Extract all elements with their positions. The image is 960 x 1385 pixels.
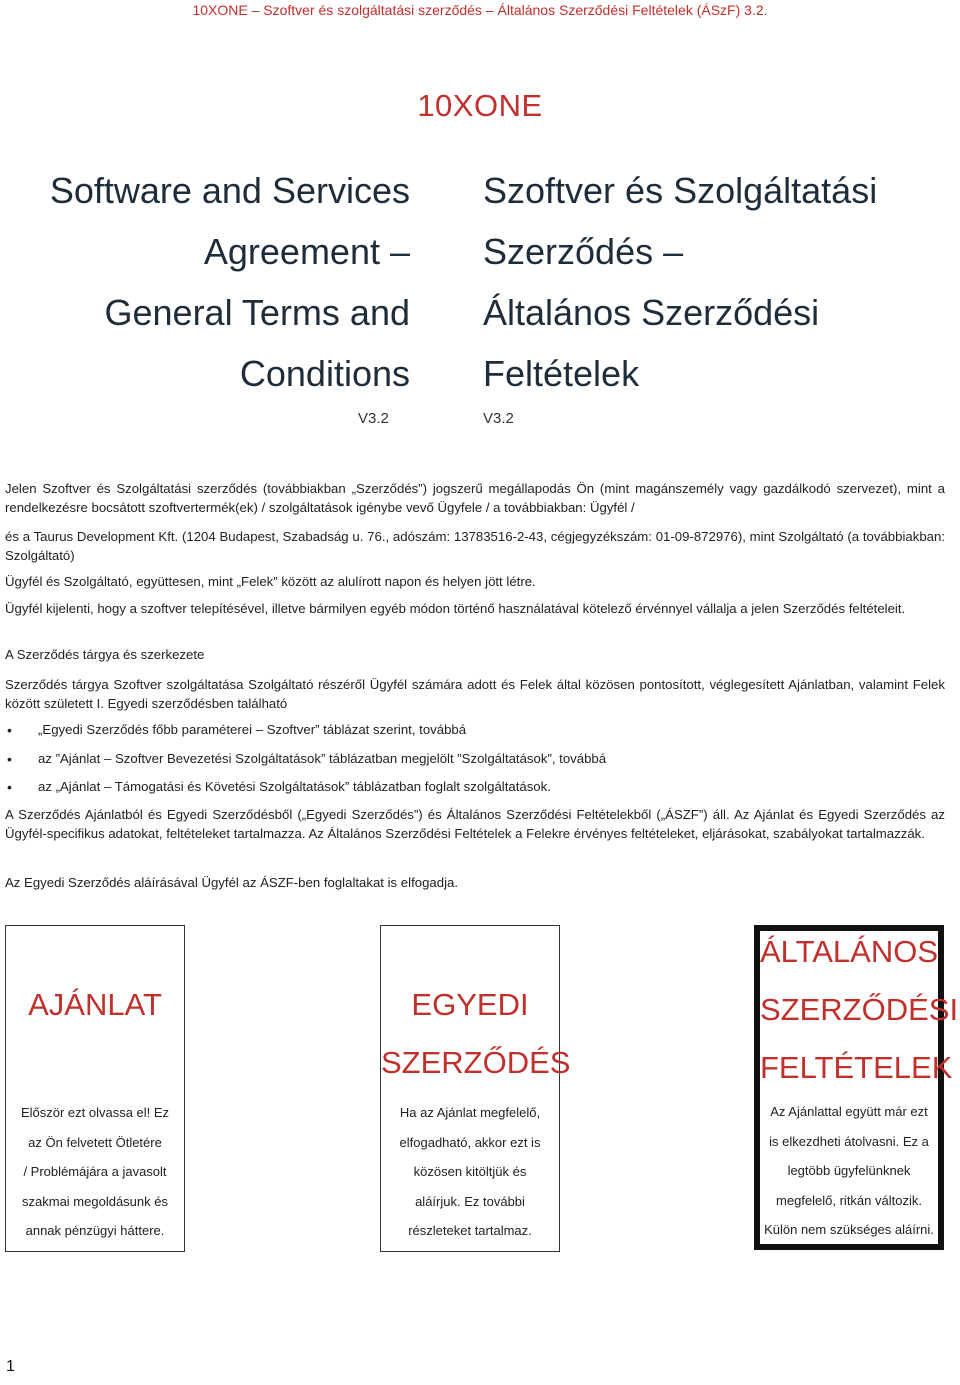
box-general-terms-line: Külön nem szükséges aláírni. (764, 1222, 934, 1237)
intro-paragraph-parties: Jelen Szoftver és Szolgáltatási szerződés (továbbiakban „Szerződés”) jogszerű megállapodás Ön (mint magánszemély vagy gazdálkodó szervezet), mint a rendelkezésre bocsátott szoftvertermék(ek) / szolgáltatások igénybe vevő Ügyfele / a továbbiakban: Ügyfél / (5, 481, 945, 515)
title-english-line: Agreement – (203, 231, 410, 272)
title-english (10, 160, 410, 404)
box-general-terms-title-line: SZERZŐDÉSI (760, 992, 959, 1027)
intro-paragraph-provider: és a Taurus Development Kft. (1204 Budapest, Szabadság u. 76., adószám: 13783516-2-43, cégjegyzékszám: 01-09-872976), mint Szolgáltató (a továbbiakban: Szolgáltató) (5, 529, 945, 563)
acceptance-paragraph: Az Egyedi Szerződés aláírásával Ügyfél az ÁSZF-ben foglaltakat is elfogadja. (5, 875, 459, 890)
title-english-line: Conditions (239, 353, 410, 394)
title-hungarian-line: Szoftver és Szolgáltatási (483, 170, 878, 211)
box-offer (5, 925, 185, 1252)
list-item (5, 777, 945, 806)
version-english: V3.2 (358, 410, 389, 427)
title-hungarian-line: Feltételek (483, 353, 640, 394)
box-general-terms-description (760, 1097, 938, 1245)
title-hungarian-line: Szerződés – (483, 231, 684, 272)
running-header: 10XONE – Szoftver és szolgáltatási szerződés – Általános Szerződési Feltételek (ÁSzF) 3.2. (192, 2, 768, 18)
box-individual-contract-title-line: EGYEDI (411, 987, 529, 1022)
box-general-terms-line: megfelelő, ritkán változik. (776, 1192, 922, 1208)
box-individual-contract-title-line: SZERZŐDÉS (381, 1045, 571, 1080)
box-general-terms-title-line: ÁLTALÁNOS (760, 934, 939, 969)
box-offer-line: annak pénzügyi háttere. (25, 1223, 165, 1238)
box-offer-line: az Ön felvetett Ötletére (28, 1134, 162, 1150)
box-offer-line: szakmai megoldásunk és (22, 1193, 168, 1209)
subject-paragraph: Szerződés tárgya Szoftver szolgáltatása Szolgáltató részéről Ügyfél számára adott és Felek által közösen pontosított, véglegesített Ajánlatban, valamint Felek között született I. Egyedi szerződésben található (5, 677, 945, 711)
box-individual-contract-line: részleteket tartalmaz. (408, 1223, 532, 1238)
title-english-line: Software and Services (49, 170, 410, 211)
box-general-terms-line: is elkezdheti átolvasni. Ez a (769, 1133, 929, 1149)
bullet-icon: • (7, 779, 12, 795)
box-offer-description (6, 1098, 184, 1246)
section-heading: A Szerződés tárgya és szerkezete (5, 647, 205, 662)
list-item (5, 720, 945, 749)
box-individual-contract-description (381, 1098, 559, 1246)
brand-prefix: 10 (417, 88, 453, 123)
box-general-terms (754, 925, 959, 1250)
title-hungarian-line: Általános Szerződési (483, 292, 820, 333)
box-offer-line: Először ezt olvassa el! Ez (20, 1105, 170, 1120)
page-number: 1 (6, 1358, 15, 1375)
box-individual-contract-line: Ha az Ajánlat megfelelő, (399, 1105, 541, 1120)
structure-paragraph: A Szerződés Ajánlatból és Egyedi Szerződésből („Egyedi Szerződés”) és Általános Szerződési Feltételekből („ÁSZF”) áll. Az Ajánlat és Egyedi Szerződés az Ügyfél-specifikus adatokat, feltételeket tartalmazza. Az Általános Szerződési Feltételek a Felekre érvényes feltételeket, eljárásokat, szabályokat tartalmazzák. (5, 807, 945, 841)
box-general-terms-line: legtöbb ügyfelünknek (787, 1163, 911, 1178)
box-general-terms-title (760, 923, 959, 1097)
brand-x: X (452, 88, 474, 123)
box-general-terms-title-line: FELTÉTELEK (760, 1050, 953, 1085)
box-individual-contract (380, 925, 571, 1252)
box-general-terms-line: Az Ajánlattal együtt már ezt (770, 1104, 928, 1119)
list-item-text: „Egyedi Szerződés főbb paraméterei – Szoftver” táblázat szerint, továbbá (38, 722, 467, 737)
brand-logo (0, 88, 960, 124)
version-hungarian: V3.2 (483, 410, 514, 427)
box-individual-contract-line: aláírjuk. Ez további (415, 1193, 525, 1209)
bullet-icon: • (7, 722, 12, 738)
box-individual-contract-line: elfogadható, akkor ezt is (399, 1134, 541, 1150)
title-english-line: General Terms and (104, 292, 410, 333)
box-individual-contract-title (381, 976, 571, 1092)
list-item (5, 749, 945, 778)
box-offer-line: / Problémájára a javasolt (23, 1164, 167, 1179)
list-item-text: az ”Ajánlat – Szoftver Bevezetési Szolgáltatások” táblázatban megjelölt ”Szolgáltatások”, továbbá (38, 750, 607, 766)
list-item-text: az „Ajánlat – Támogatási és Követési Szolgáltatások” táblázatban foglalt szolgáltatások. (38, 779, 551, 794)
brand-suffix: ONE (473, 88, 543, 123)
bullet-list (5, 720, 945, 806)
intro-paragraph-acceptance: Ügyfél kijelenti, hogy a szoftver telepítésével, illetve bármilyen egyéb módon történő használatával kötelező érvénnyel vállalja a jelen Szerződés feltételeit. (5, 601, 906, 616)
box-individual-contract-line: közösen kitöltjük és (413, 1164, 527, 1179)
title-hungarian (483, 160, 903, 404)
box-offer-title: AJÁNLAT (28, 987, 162, 1022)
bullet-icon: • (7, 750, 12, 767)
intro-paragraph-parties-together: Ügyfél és Szolgáltató, együttesen, mint „Felek” között az alulírott napon és helyen jött létre. (5, 574, 536, 589)
